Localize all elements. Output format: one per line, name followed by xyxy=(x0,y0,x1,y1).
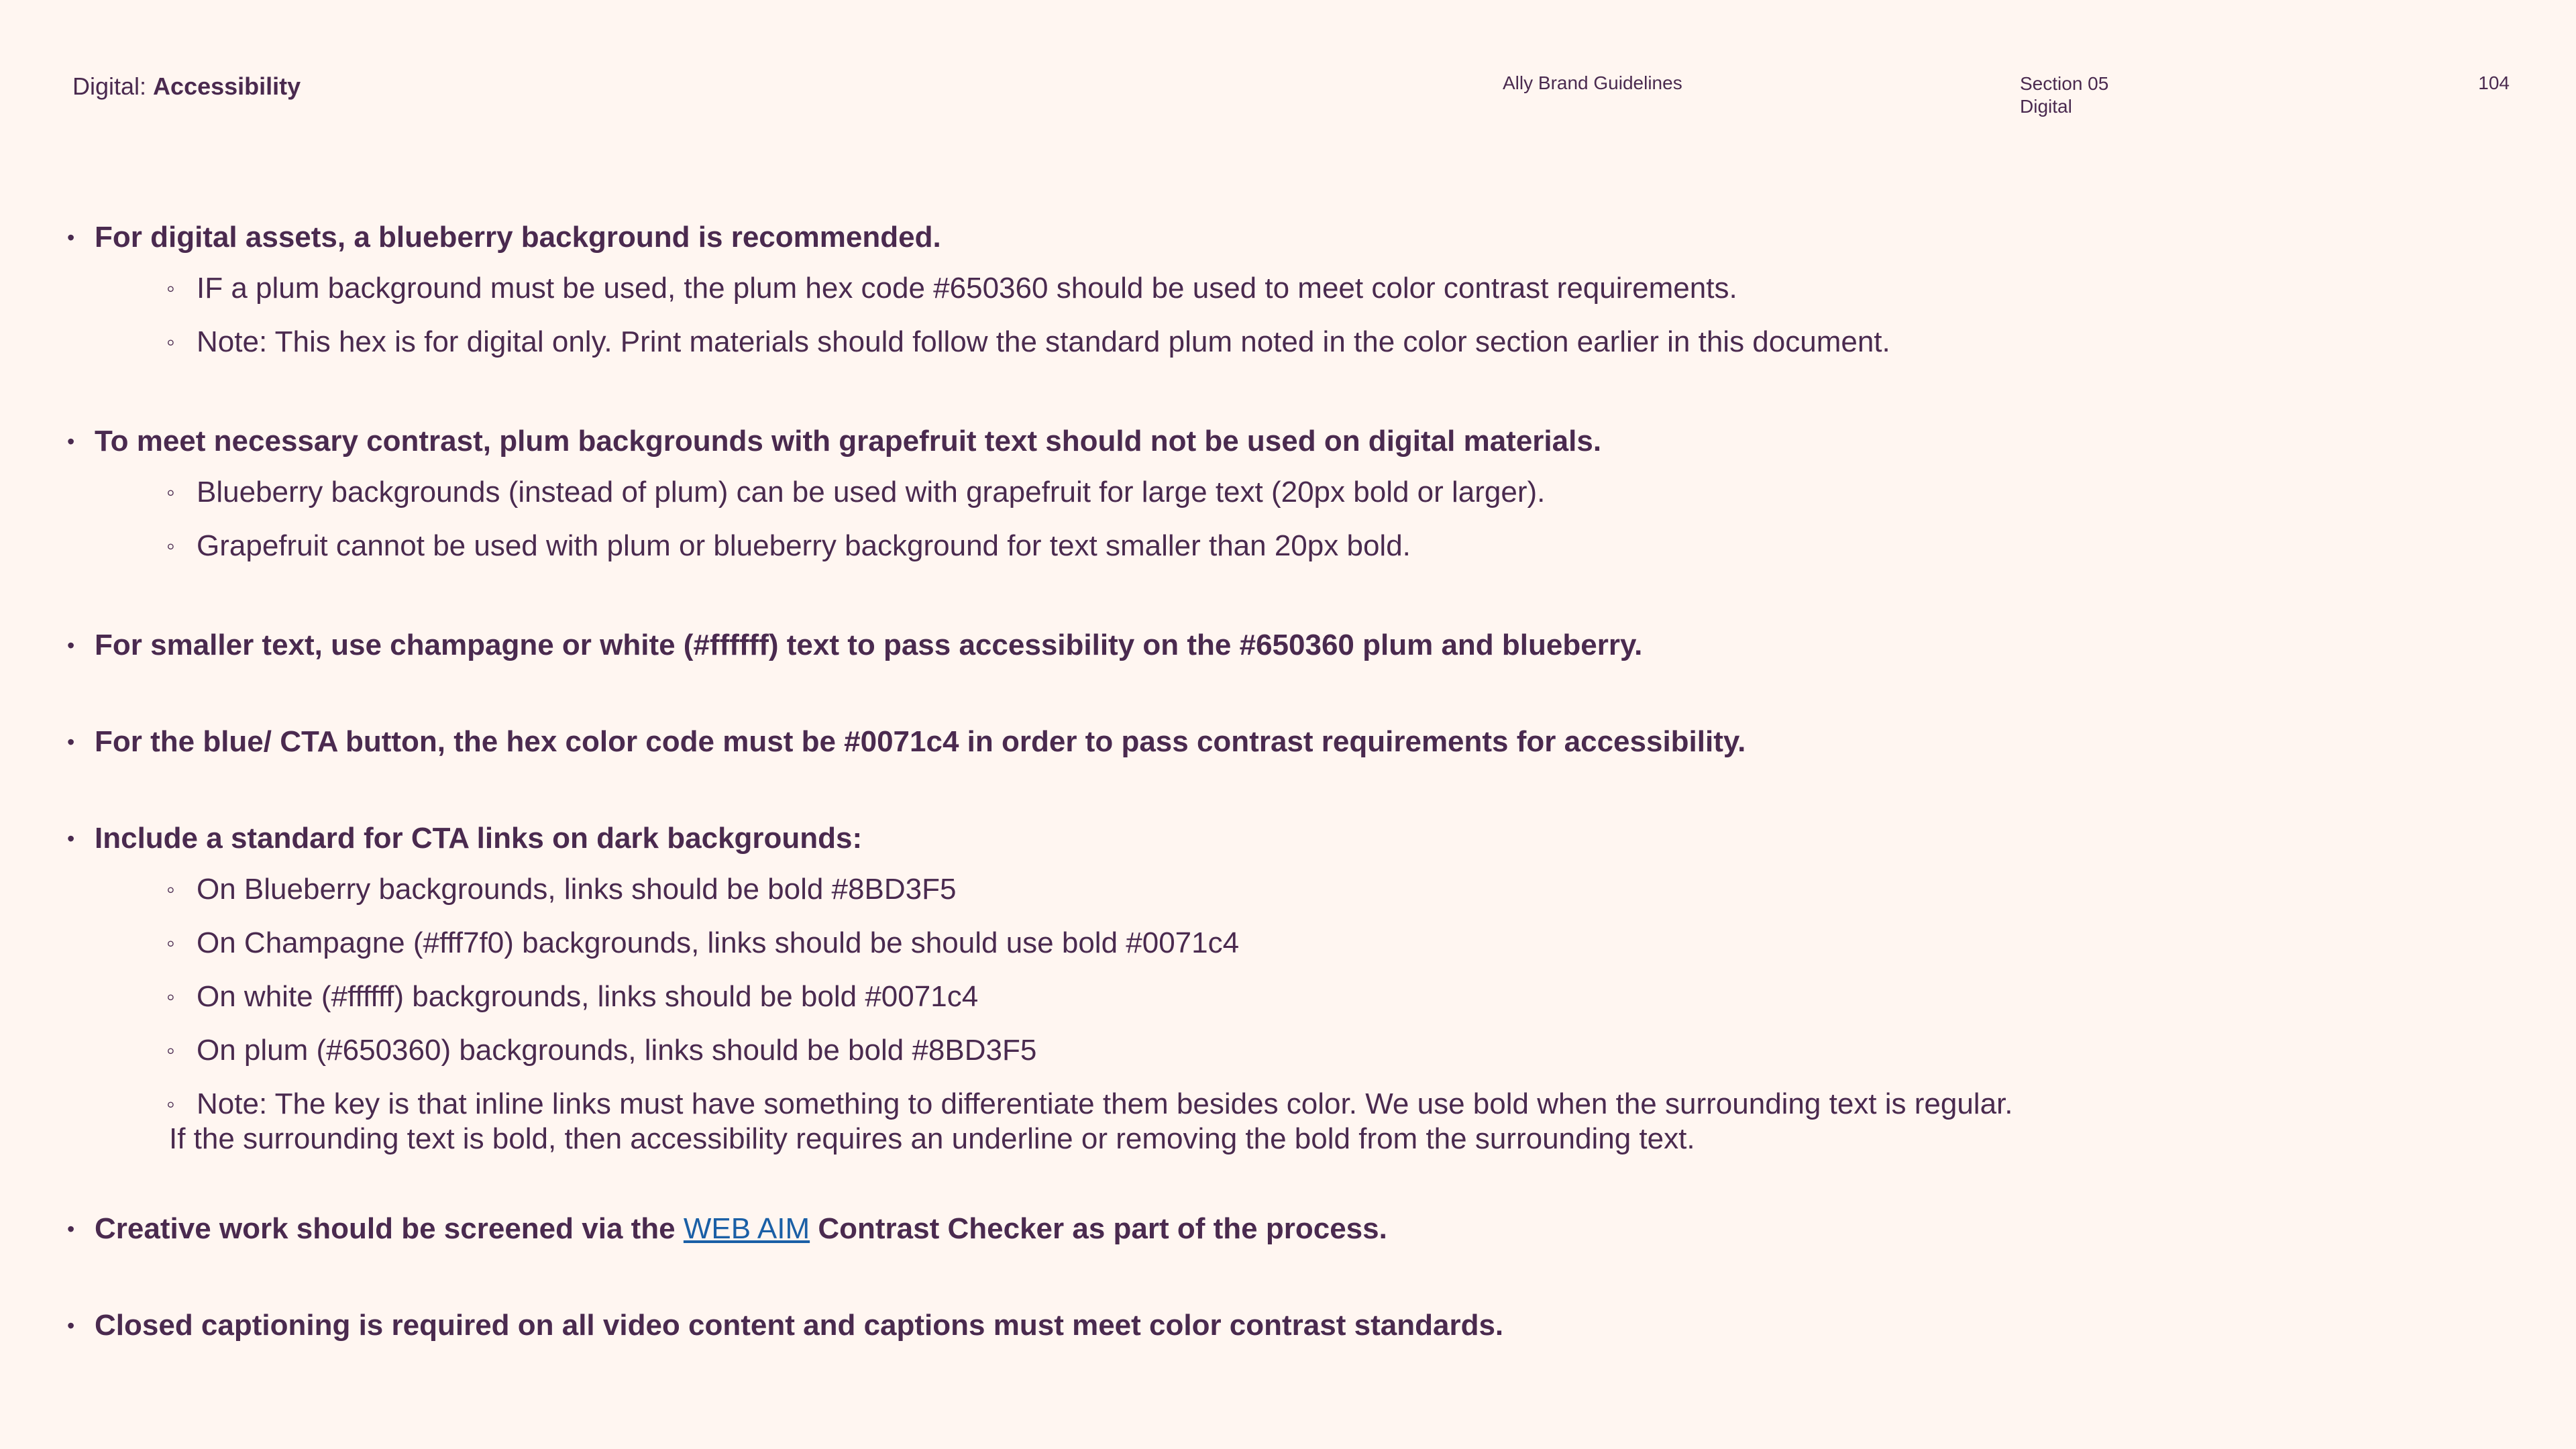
sub-bullet: ◦ Blueberry backgrounds (instead of plum) can be used with grapefruit for large text (20px bold or larger). xyxy=(67,466,2482,519)
note-line-2: If the surrounding text is bold, then accessibility requires an underline or removing the bold from the surrounding text. xyxy=(169,1122,1695,1155)
document-name: Ally Brand Guidelines xyxy=(1503,72,1682,93)
title-bold: Accessibility xyxy=(153,72,301,100)
sub-bullet: ◦ Note: This hex is for digital only. Print materials should follow the standard plum noted in the color section earlier in this document. xyxy=(67,315,2482,369)
bullet-web-aim xyxy=(67,1205,2482,1253)
section-name: Digital xyxy=(2020,96,2072,117)
spacer xyxy=(67,369,2482,417)
bullet-plum-grapefruit-contrast: • To meet necessary contrast, plum backgrounds with grapefruit text should not be used on digital materials. xyxy=(67,417,2482,466)
spacer xyxy=(67,1253,2482,1301)
bullet-cta-links: • Include a standard for CTA links on dark backgrounds: xyxy=(67,814,2482,863)
note-line-1: Note: The key is that inline links must have something to differentiate them besides color. We use bold when the surrounding text is regular. xyxy=(197,1087,2013,1120)
spacer xyxy=(67,669,2482,718)
title-prefix: Digital: xyxy=(72,72,154,100)
page-number: 104 xyxy=(2478,72,2510,93)
sub-bullet: ◦ Grapefruit cannot be used with plum or blueberry background for text smaller than 20px bold. xyxy=(67,519,2482,573)
bullet-cta-button: • For the blue/ CTA button, the hex color code must be #0071c4 in order to pass contrast requirements for accessibility. xyxy=(67,718,2482,766)
page-title xyxy=(72,72,301,101)
spacer xyxy=(67,573,2482,621)
section-label xyxy=(2020,72,2108,118)
section-number: Section 05 xyxy=(2020,73,2109,94)
web-aim-link[interactable]: WEB AIM xyxy=(683,1212,810,1245)
sub-bullet: ◦ On plum (#650360) backgrounds, links should be bold #8BD3F5 xyxy=(67,1024,2482,1077)
bullet-closed-captioning: • Closed captioning is required on all video content and captions must meet color contrast standards. xyxy=(67,1301,2482,1350)
page-header xyxy=(0,0,2576,134)
bullet-blueberry-background: • For digital assets, a blueberry background is recommended. xyxy=(67,213,2482,262)
spacer xyxy=(67,766,2482,814)
sub-bullet: ◦ IF a plum background must be used, the plum hex code #650360 should be used to meet color contrast requirements. xyxy=(67,262,2482,315)
sub-bullet-note xyxy=(67,1077,2209,1157)
sub-bullet: ◦ On Champagne (#fff7f0) backgrounds, links should be should use bold #0071c4 xyxy=(67,916,2482,970)
sub-bullet: ◦ On Blueberry backgrounds, links should be bold #8BD3F5 xyxy=(67,863,2482,916)
web-aim-after: Contrast Checker as part of the process. xyxy=(810,1212,1387,1245)
guidelines-list xyxy=(67,213,2482,1350)
bullet-smaller-text: • For smaller text, use champagne or white (#ffffff) text to pass accessibility on the #650360 plum and blueberry. xyxy=(67,621,2482,669)
web-aim-before: Creative work should be screened via the xyxy=(95,1212,684,1245)
sub-bullet: ◦ On white (#ffffff) backgrounds, links should be bold #0071c4 xyxy=(67,970,2482,1024)
spacer xyxy=(67,1157,2482,1205)
